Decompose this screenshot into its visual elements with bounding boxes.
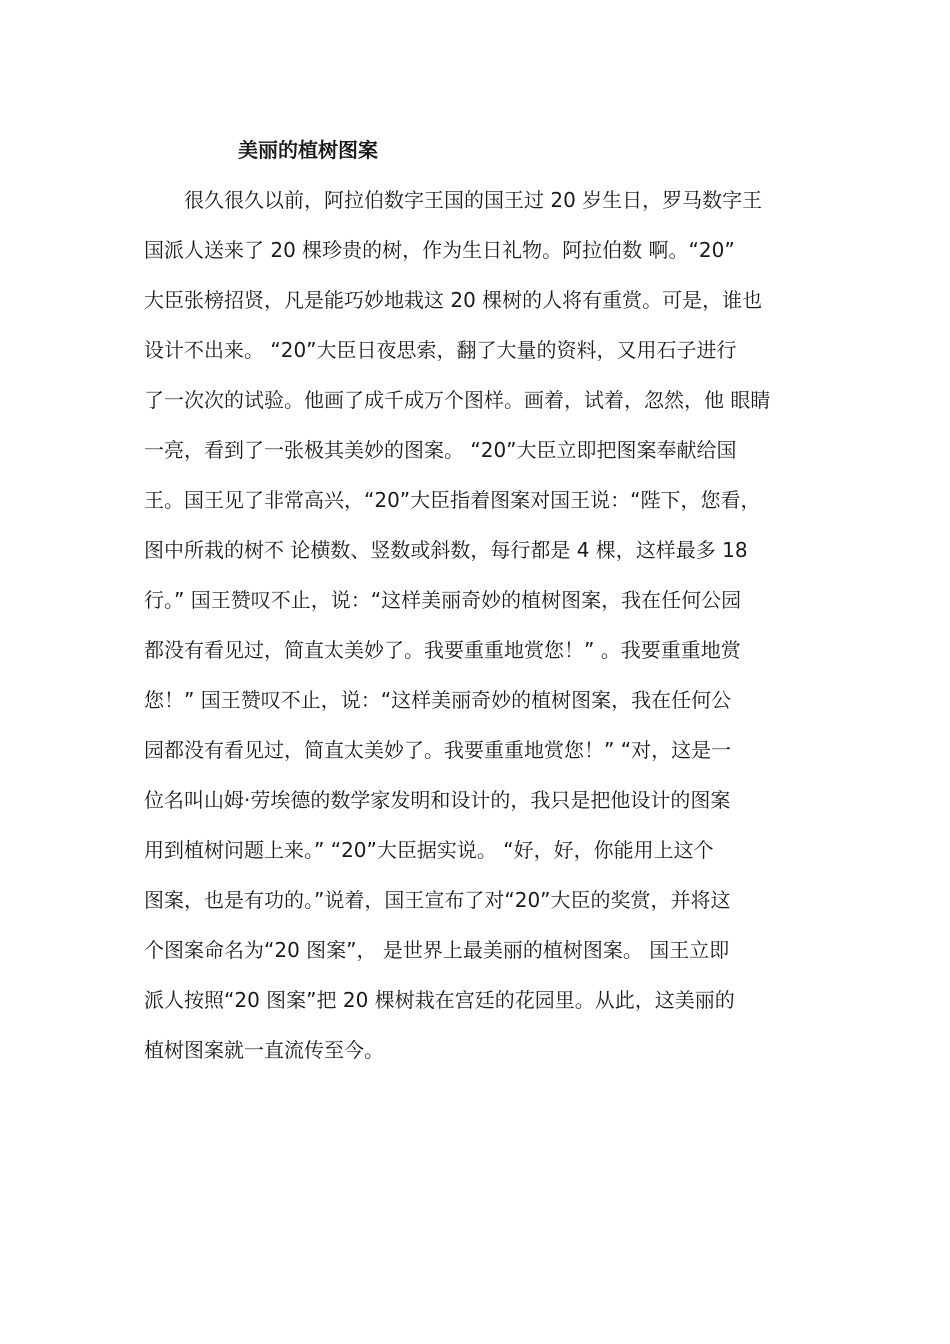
text-line: 位名叫山姆·劳埃德的数学家发明和设计的，我只是把他设计的图案 (144, 788, 731, 812)
text-line: 派人按照“20 图案”把 20 棵树栽在宫廷的花园里。从此，这美丽的 (144, 988, 735, 1012)
text-line: 国派人送来了 20 棵珍贵的树，作为生日礼物。阿拉伯数 啊。“20” (144, 238, 735, 262)
text-line: 园都没有看见过，简直太美妙了。我要重重地赏您！” “对，这是一 (144, 738, 732, 762)
text-line: 王。国王见了非常高兴，“20”大臣指着图案对国王说：“陛下，您看， (144, 488, 761, 512)
document-title: 美丽的植树图案 (238, 138, 378, 162)
text-line: 了一次次的试验。他画了成千成万个图样。画着，试着，忽然，他 眼睛 (144, 388, 771, 412)
text-line: 植树图案就一直流传至今。 (144, 1038, 384, 1062)
text-line: 大臣张榜招贤，凡是能巧妙地栽这 20 棵树的人将有重赏。可是，谁也 (144, 288, 763, 312)
text-line: 图中所栽的树不 论横数、竖数或斜数，每行都是 4 棵，这样最多 18 (144, 538, 748, 562)
text-line: 您！” 国王赞叹不止，说：“这样美丽奇妙的植树图案，我在任何公 (144, 688, 732, 712)
text-line: 图案，也是有功的。”说着，国王宣布了对“20”大臣的奖赏，并将这 (144, 888, 731, 912)
text-line: 设计不出来。 “20”大臣日夜思索，翻了大量的资料，又用石子进行 (144, 338, 737, 362)
text-line: 都没有看见过，简直太美妙了。我要重重地赏您！” 。我要重重地赏 (144, 638, 741, 662)
text-line: 个图案命名为“20 图案”， 是世界上最美丽的植树图案。 国王立即 (144, 938, 730, 962)
text-line: 用到植树问题上来。” “20”大臣据实说。 “好，好，你能用上这个 (144, 838, 714, 862)
text-line: 行。” 国王赞叹不止，说：“这样美丽奇妙的植树图案，我在任何公园 (144, 588, 742, 612)
document-body (144, 180, 824, 1080)
text-line: 很久很久以前，阿拉伯数字王国的国王过 20 岁生日，罗马数字王 (144, 188, 763, 212)
text-line: 一亮，看到了一张极其美妙的图案。 “20”大臣立即把图案奉献给国 (144, 438, 737, 462)
